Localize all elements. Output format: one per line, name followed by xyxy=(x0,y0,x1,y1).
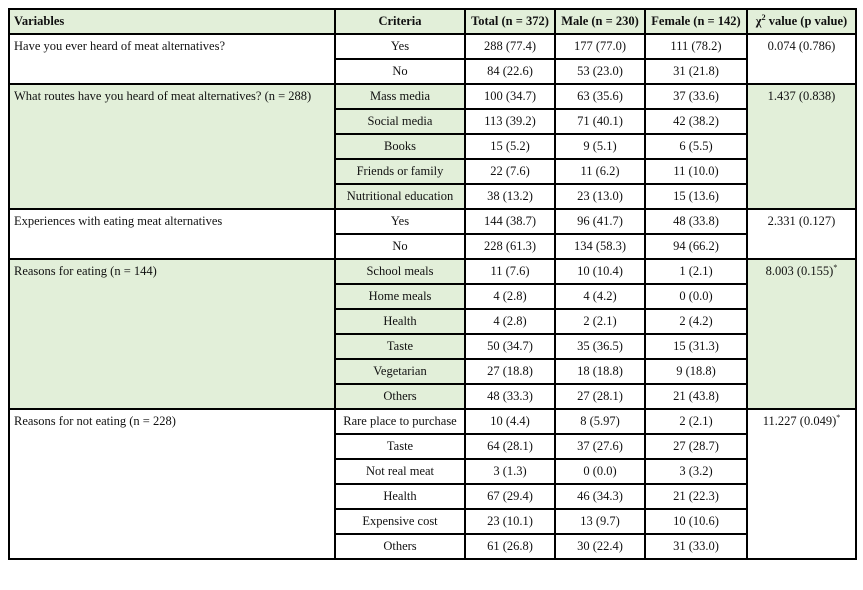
chi-value: 2.331 (0.127) xyxy=(767,214,836,228)
total-cell: 67 (29.4) xyxy=(465,484,555,509)
male-cell: 27 (28.1) xyxy=(555,384,645,409)
male-cell: 53 (23.0) xyxy=(555,59,645,84)
header-male: Male (n = 230) xyxy=(555,9,645,34)
variable-cell: Experiences with eating meat alternatives xyxy=(9,209,335,259)
total-cell: 64 (28.1) xyxy=(465,434,555,459)
criteria-cell: Yes xyxy=(335,209,465,234)
criteria-cell: No xyxy=(335,234,465,259)
criteria-cell: Home meals xyxy=(335,284,465,309)
criteria-cell: Not real meat xyxy=(335,459,465,484)
total-cell: 84 (22.6) xyxy=(465,59,555,84)
variable-cell: Reasons for not eating (n = 228) xyxy=(9,409,335,559)
header-female: Female (n = 142) xyxy=(645,9,747,34)
female-cell: 42 (38.2) xyxy=(645,109,747,134)
total-cell: 10 (4.4) xyxy=(465,409,555,434)
male-cell: 9 (5.1) xyxy=(555,134,645,159)
female-cell: 2 (2.1) xyxy=(645,409,747,434)
criteria-cell: Yes xyxy=(335,34,465,59)
male-cell: 35 (36.5) xyxy=(555,334,645,359)
total-cell: 11 (7.6) xyxy=(465,259,555,284)
table-row xyxy=(9,209,856,234)
total-cell: 4 (2.8) xyxy=(465,309,555,334)
total-cell: 15 (5.2) xyxy=(465,134,555,159)
female-cell: 31 (33.0) xyxy=(645,534,747,559)
table-row xyxy=(9,34,856,59)
female-cell: 15 (13.6) xyxy=(645,184,747,209)
female-cell: 111 (78.2) xyxy=(645,34,747,59)
total-cell: 61 (26.8) xyxy=(465,534,555,559)
total-cell: 22 (7.6) xyxy=(465,159,555,184)
male-cell: 46 (34.3) xyxy=(555,484,645,509)
chi-value-cell xyxy=(747,409,856,559)
total-cell: 144 (38.7) xyxy=(465,209,555,234)
chi-symbol: χ xyxy=(755,14,762,28)
criteria-cell: Vegetarian xyxy=(335,359,465,384)
female-cell: 31 (21.8) xyxy=(645,59,747,84)
male-cell: 10 (10.4) xyxy=(555,259,645,284)
total-cell: 113 (39.2) xyxy=(465,109,555,134)
male-cell: 96 (41.7) xyxy=(555,209,645,234)
header-variables: Variables xyxy=(9,9,335,34)
total-cell: 50 (34.7) xyxy=(465,334,555,359)
male-cell: 30 (22.4) xyxy=(555,534,645,559)
total-cell: 100 (34.7) xyxy=(465,84,555,109)
female-cell: 6 (5.5) xyxy=(645,134,747,159)
chi-value-cell xyxy=(747,209,856,259)
criteria-cell: School meals xyxy=(335,259,465,284)
table-row xyxy=(9,259,856,284)
criteria-cell: Rare place to purchase xyxy=(335,409,465,434)
criteria-cell: Others xyxy=(335,384,465,409)
criteria-cell: Friends or family xyxy=(335,159,465,184)
male-cell: 134 (58.3) xyxy=(555,234,645,259)
male-cell: 37 (27.6) xyxy=(555,434,645,459)
male-cell: 71 (40.1) xyxy=(555,109,645,134)
male-cell: 11 (6.2) xyxy=(555,159,645,184)
criteria-cell: Taste xyxy=(335,334,465,359)
header-row xyxy=(9,9,856,34)
chi-value: 8.003 (0.155) xyxy=(765,264,834,278)
header-chi-square xyxy=(747,9,856,34)
chi-value: 11.227 (0.049) xyxy=(762,414,837,428)
female-cell: 3 (3.2) xyxy=(645,459,747,484)
header-criteria: Criteria xyxy=(335,9,465,34)
table-body xyxy=(9,34,856,559)
criteria-cell: Health xyxy=(335,309,465,334)
female-cell: 0 (0.0) xyxy=(645,284,747,309)
header-total: Total (n = 372) xyxy=(465,9,555,34)
chi-value: 0.074 (0.786) xyxy=(767,39,836,53)
total-cell: 288 (77.4) xyxy=(465,34,555,59)
female-cell: 21 (43.8) xyxy=(645,384,747,409)
chi-power: 2 xyxy=(761,12,766,22)
male-cell: 8 (5.97) xyxy=(555,409,645,434)
criteria-cell: Books xyxy=(335,134,465,159)
female-cell: 10 (10.6) xyxy=(645,509,747,534)
total-cell: 4 (2.8) xyxy=(465,284,555,309)
total-cell: 23 (10.1) xyxy=(465,509,555,534)
male-cell: 2 (2.1) xyxy=(555,309,645,334)
criteria-cell: Health xyxy=(335,484,465,509)
significance-mark: * xyxy=(833,262,838,272)
total-cell: 38 (13.2) xyxy=(465,184,555,209)
total-cell: 27 (18.8) xyxy=(465,359,555,384)
female-cell: 21 (22.3) xyxy=(645,484,747,509)
criteria-cell: Expensive cost xyxy=(335,509,465,534)
male-cell: 13 (9.7) xyxy=(555,509,645,534)
female-cell: 48 (33.8) xyxy=(645,209,747,234)
chi-value-cell xyxy=(747,34,856,84)
chi-label: value (p value) xyxy=(765,14,848,28)
male-cell: 0 (0.0) xyxy=(555,459,645,484)
female-cell: 2 (4.2) xyxy=(645,309,747,334)
female-cell: 11 (10.0) xyxy=(645,159,747,184)
male-cell: 18 (18.8) xyxy=(555,359,645,384)
female-cell: 1 (2.1) xyxy=(645,259,747,284)
female-cell: 9 (18.8) xyxy=(645,359,747,384)
variable-cell: What routes have you heard of meat alternatives? (n = 288) xyxy=(9,84,335,209)
variable-cell: Reasons for eating (n = 144) xyxy=(9,259,335,409)
variable-cell: Have you ever heard of meat alternatives? xyxy=(9,34,335,84)
criteria-cell: Mass media xyxy=(335,84,465,109)
criteria-cell: Taste xyxy=(335,434,465,459)
total-cell: 3 (1.3) xyxy=(465,459,555,484)
male-cell: 4 (4.2) xyxy=(555,284,645,309)
male-cell: 177 (77.0) xyxy=(555,34,645,59)
criteria-cell: Nutritional education xyxy=(335,184,465,209)
chi-value-cell xyxy=(747,259,856,409)
total-cell: 48 (33.3) xyxy=(465,384,555,409)
female-cell: 37 (33.6) xyxy=(645,84,747,109)
total-cell: 228 (61.3) xyxy=(465,234,555,259)
male-cell: 63 (35.6) xyxy=(555,84,645,109)
criteria-cell: Social media xyxy=(335,109,465,134)
criteria-cell: No xyxy=(335,59,465,84)
table-row xyxy=(9,84,856,109)
data-table xyxy=(8,8,857,560)
chi-value: 1.437 (0.838) xyxy=(767,89,836,103)
male-cell: 23 (13.0) xyxy=(555,184,645,209)
table-row xyxy=(9,409,856,434)
female-cell: 94 (66.2) xyxy=(645,234,747,259)
criteria-cell: Others xyxy=(335,534,465,559)
female-cell: 27 (28.7) xyxy=(645,434,747,459)
female-cell: 15 (31.3) xyxy=(645,334,747,359)
chi-value-cell xyxy=(747,84,856,209)
significance-mark: * xyxy=(836,412,841,422)
